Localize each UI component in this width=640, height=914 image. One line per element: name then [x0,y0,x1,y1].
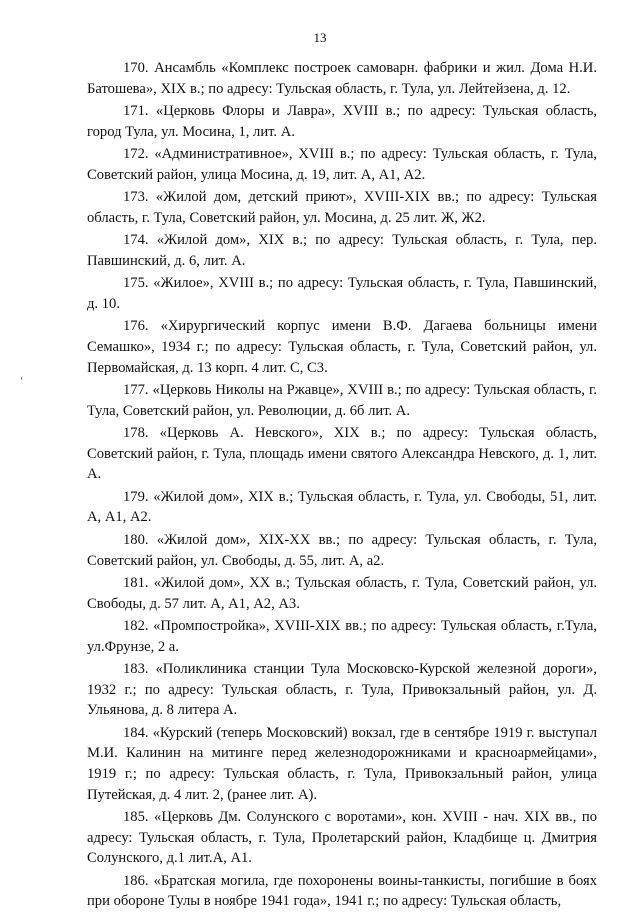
list-item: 173. «Жилой дом, детский приют», XVIII-XIX вв.; по адресу: Тульская область, г. Тула, Советский район, ул. Мосина, д. 25 лит. Ж, Ж2. [87,189,597,226]
list-item: 185. «Церковь Дм. Солунского с воротами», кон. XVIII - нач. XIX вв., по адресу: Тульская область, г. Тула, Пролетарский район, Кладбище ц. Дмитрия Солунского, д.1 лит.А, А1. [87,809,597,867]
list-item: 181. «Жилой дом», XX в.; Тульская область, г. Тула, Советский район, ул. Свободы, д. 57 лит. А, А1, А2, А3. [87,575,597,612]
list-item: 171. «Церковь Флоры и Лавра», XVIII в.; по адресу: Тульская область, город Тула, ул. Мосина, 1, лит. А. [87,103,597,140]
stray-scan-mark: ‘ [20,376,24,387]
list-item: 170. Ансамбль «Комплекс построек самоварн. фабрики и жил. Дома Н.И. Батошева», XIX в.; по адресу: Тульская область, г. Тула, ул. Лейтейзена, д. 12. [87,60,597,97]
list-item: 183. «Поликлиника станции Тула Московско-Курской железной дороги», 1932 г.; по адресу: Тульская область, г. Тула, Привокзальный район, ул. Д. Ульянова, д. 8 литера А. [87,661,597,719]
list-item: 177. «Церковь Николы на Ржавце», XVIII в.; по адресу: Тульская область, г. Тула, Советский район, ул. Революции, д. 6б лит. А. [87,382,597,419]
list-item: 175. «Жилое», XVIII в.; по адресу: Тульская область, г. Тула, Павшинский, д. 10. [87,275,597,312]
list-item: 172. «Административное», XVIII в.; по адресу: Тульская область, г. Тула, Советский район, улица Мосина, д. 19, лит. А, А1, А2. [87,146,597,183]
document-body [87,58,597,914]
list-item: 180. «Жилой дом», XIX-XX вв.; по адресу: Тульская область, г. Тула, Советский район, ул. Свободы, д. 55, лит. А, а2. [87,531,597,569]
page-number: 13 [313,30,327,45]
list-item: 184. «Курский (теперь Московский) вокзал, где в сентябре 1919 г. выступал М.И. Калинин на митинге перед железнодорожниками и красноармейцами», 1919 г.; по адресу: Тульская область, г. Тула, Привокзальный район, улица Путейская, д. 4 лит. 2, (ранее лит. А). [87,724,597,803]
list-item: 182. «Промпостройка», XVIII-XIX вв.; по адресу: Тульская область, г.Тула, ул.Фрунзе, 2 а. [87,618,597,655]
list-item: 176. «Хирургический корпус имени В.Ф. Дагаева больницы имени Семашко», 1934 г.; по адресу: Тульская область, г. Тула, Советский район, ул. Первомайская, д. 13 корп. 4 лит. С, С3. [87,318,597,376]
list-item: 178. «Церковь А. Невского», XIX в.; по адресу: Тульская область, Советский район, г. Тула, площадь имени святого Александра Невского, д. 1, лит. А. [87,425,597,483]
list-item: 174. «Жилой дом», XIX в.; по адресу: Тульская область, г. Тула, пер. Павшинский, д. 6, лит. А. [87,232,597,269]
list-item: 186. «Братская могила, где похоронены воины-танкисты, погибшие в боях при обороне Тулы в ноябре 1941 года», 1941 г.; по адресу: Тульская область, [87,872,597,910]
list-item: 179. «Жилой дом», XIX в.; Тульская область, г. Тула, ул. Свободы, 51, лит. А, А1, А2. [87,488,597,526]
